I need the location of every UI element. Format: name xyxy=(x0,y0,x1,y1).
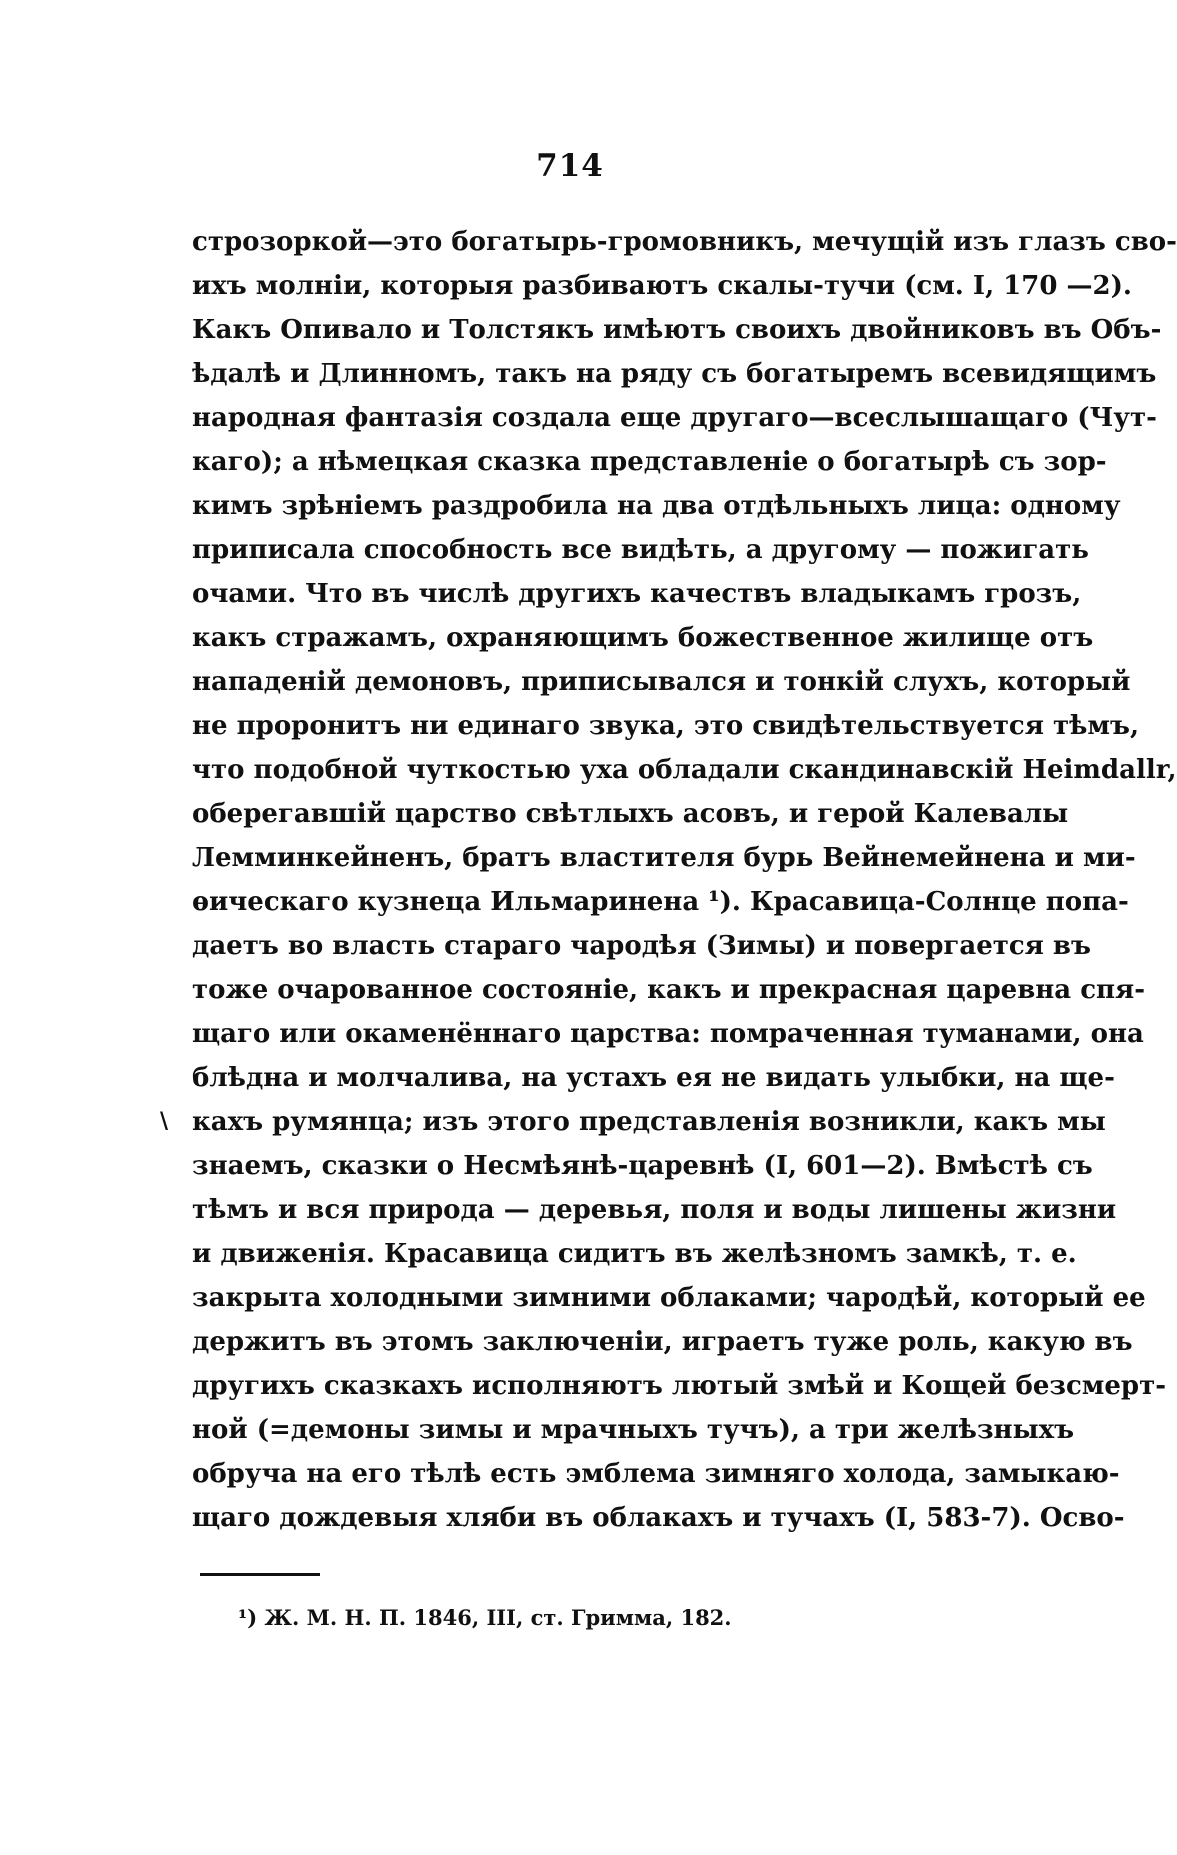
text-line: ѳическаго кузнеца Ильмаринена ¹). Красавица-Солнце попа- xyxy=(192,887,1129,917)
text-line: очами. Что въ числѣ другихъ качествъ владыкамъ грозъ, xyxy=(192,579,1082,609)
text-line: нападеній демоновъ, приписывался и тонкій слухъ, который xyxy=(192,667,1131,697)
text-line: Лемминкейненъ, братъ властителя бурь Вейнемейнена и ми- xyxy=(192,843,1136,873)
text-line: ихъ молніи, которыя разбиваютъ скалы-тучи (см. I, 170 —2). xyxy=(192,271,1132,301)
footnote: ¹) Ж. М. Н. П. 1846, III, ст. Гримма, 182. xyxy=(238,1605,732,1630)
text-line: Какъ Опивало и Толстякъ имѣютъ своихъ двойниковъ въ Объ- xyxy=(192,315,1162,345)
text-line: ной (=демоны зимы и мрачныхъ тучъ), а три желѣзныхъ xyxy=(192,1415,1075,1445)
text-line: что подобной чуткостью уха обладали скандинавскій Heimdallr, xyxy=(192,755,1177,785)
text-line: тоже очарованное состояніе, какъ и прекрасная царевна спя- xyxy=(192,975,1146,1005)
margin-mark: \ xyxy=(160,1108,169,1134)
text-line: не проронитъ ни единаго звука, это свидѣтельствуется тѣмъ, xyxy=(192,711,1139,741)
text-line: какъ стражамъ, охраняющимъ божественное жилище отъ xyxy=(192,623,1094,653)
text-line: каго); а нѣмецкая сказка представленіе о богатырѣ съ зор- xyxy=(192,447,1107,477)
text-line: обруча на его тѣлѣ есть эмблема зимняго холода, замыкаю- xyxy=(192,1459,1120,1489)
text-line: строзоркой—это богатырь-громовникъ, мечущій изъ глазъ сво- xyxy=(192,227,1177,257)
text-line: щаго или окаменённаго царства: помраченная туманами, она xyxy=(192,1019,1144,1049)
text-line: знаемъ, сказки о Несмѣянѣ-царевнѣ (I, 601—2). Вмѣстѣ съ xyxy=(192,1151,1093,1181)
text-line: народная фантазія создала еще другаго—всеслышащаго (Чут- xyxy=(192,403,1157,433)
footnote-divider xyxy=(200,1573,320,1576)
text-line: приписала способность все видѣть, а другому — пожигать xyxy=(192,535,1089,565)
text-line: тѣмъ и вся природа — деревья, поля и воды лишены жизни xyxy=(192,1195,1117,1225)
text-line: закрыта холодными зимними облаками; чародѣй, который ее xyxy=(192,1283,1146,1313)
text-line: другихъ сказкахъ исполняютъ лютый змѣй и Кощей безсмерт- xyxy=(192,1371,1167,1401)
text-line: блѣдна и молчалива, на устахъ ея не видать улыбки, на ще- xyxy=(192,1063,1115,1093)
page-number: 714 xyxy=(536,148,604,184)
text-line: даетъ во власть стараго чародѣя (Зимы) и повергается въ xyxy=(192,931,1091,961)
text-line: оберегавшій царство свѣтлыхъ асовъ, и герой Калевалы xyxy=(192,799,1069,829)
text-line: и движенія. Красавица сидитъ въ желѣзномъ замкѣ, т. е. xyxy=(192,1239,1077,1269)
text-line: ѣдалѣ и Длинномъ, такъ на ряду съ богатыремъ всевидящимъ xyxy=(192,359,1157,389)
text-line: кахъ румянца; изъ этого представленія возникли, какъ мы xyxy=(192,1107,1106,1137)
text-line: кимъ зрѣніемъ раздробила на два отдѣльныхъ лица: одному xyxy=(192,491,1121,521)
text-line: щаго дождевыя хляби въ облакахъ и тучахъ (I, 583-7). Осво- xyxy=(192,1503,1125,1533)
text-line: держитъ въ этомъ заключеніи, играетъ туже роль, какую въ xyxy=(192,1327,1133,1357)
body-text xyxy=(192,220,1177,1540)
